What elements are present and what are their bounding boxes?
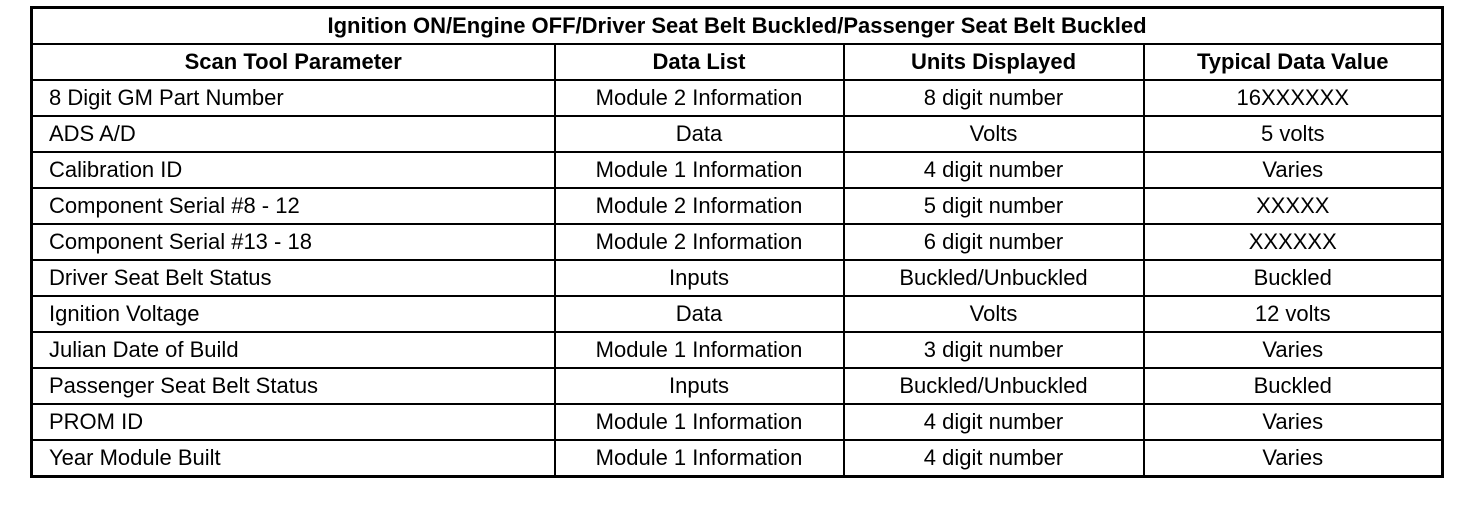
data-list-cell: Module 2 Information <box>555 188 844 224</box>
data-list-cell: Data <box>555 116 844 152</box>
table-title: Ignition ON/Engine OFF/Driver Seat Belt Buckled/Passenger Seat Belt Buckled <box>32 8 1443 45</box>
column-header-typical-value: Typical Data Value <box>1144 44 1443 80</box>
column-header-data-list: Data List <box>555 44 844 80</box>
units-cell: Volts <box>844 296 1144 332</box>
parameter-cell: Julian Date of Build <box>32 332 555 368</box>
data-list-cell: Module 1 Information <box>555 404 844 440</box>
units-cell: 8 digit number <box>844 80 1144 116</box>
units-cell: 4 digit number <box>844 404 1144 440</box>
table-row <box>32 224 1443 260</box>
parameter-cell: Driver Seat Belt Status <box>32 260 555 296</box>
table-row <box>32 116 1443 152</box>
data-list-cell: Data <box>555 296 844 332</box>
parameter-cell: Year Module Built <box>32 440 555 477</box>
typical-value-cell: Varies <box>1144 404 1443 440</box>
table-row <box>32 368 1443 404</box>
parameter-cell: PROM ID <box>32 404 555 440</box>
typical-value-cell: Buckled <box>1144 260 1443 296</box>
typical-value-cell: XXXXXX <box>1144 224 1443 260</box>
typical-value-cell: 5 volts <box>1144 116 1443 152</box>
table-title-row <box>32 8 1443 45</box>
typical-value-cell: 12 volts <box>1144 296 1443 332</box>
typical-value-cell: Varies <box>1144 440 1443 477</box>
units-cell: Buckled/Unbuckled <box>844 368 1144 404</box>
data-list-cell: Module 2 Information <box>555 80 844 116</box>
units-cell: 3 digit number <box>844 332 1144 368</box>
table-row <box>32 440 1443 477</box>
units-cell: 5 digit number <box>844 188 1144 224</box>
table-row <box>32 188 1443 224</box>
typical-value-cell: Varies <box>1144 152 1443 188</box>
parameter-cell: Ignition Voltage <box>32 296 555 332</box>
parameter-cell: 8 Digit GM Part Number <box>32 80 555 116</box>
table-header-row <box>32 44 1443 80</box>
parameter-cell: Passenger Seat Belt Status <box>32 368 555 404</box>
data-list-cell: Module 1 Information <box>555 152 844 188</box>
table-row <box>32 260 1443 296</box>
data-list-cell: Inputs <box>555 368 844 404</box>
units-cell: Volts <box>844 116 1144 152</box>
units-cell: 6 digit number <box>844 224 1144 260</box>
units-cell: 4 digit number <box>844 152 1144 188</box>
table-row <box>32 332 1443 368</box>
table-row <box>32 152 1443 188</box>
scan-tool-data-table <box>30 6 1444 478</box>
typical-value-cell: Varies <box>1144 332 1443 368</box>
parameter-cell: ADS A/D <box>32 116 555 152</box>
table-row <box>32 80 1443 116</box>
parameter-cell: Component Serial #13 - 18 <box>32 224 555 260</box>
data-list-cell: Module 1 Information <box>555 440 844 477</box>
units-cell: 4 digit number <box>844 440 1144 477</box>
data-list-cell: Module 1 Information <box>555 332 844 368</box>
typical-value-cell: 16XXXXXX <box>1144 80 1443 116</box>
data-list-cell: Module 2 Information <box>555 224 844 260</box>
units-cell: Buckled/Unbuckled <box>844 260 1144 296</box>
parameter-cell: Calibration ID <box>32 152 555 188</box>
column-header-parameter: Scan Tool Parameter <box>32 44 555 80</box>
column-header-units: Units Displayed <box>844 44 1144 80</box>
typical-value-cell: Buckled <box>1144 368 1443 404</box>
data-list-cell: Inputs <box>555 260 844 296</box>
table-row <box>32 404 1443 440</box>
table-row <box>32 296 1443 332</box>
typical-value-cell: XXXXX <box>1144 188 1443 224</box>
parameter-cell: Component Serial #8 - 12 <box>32 188 555 224</box>
